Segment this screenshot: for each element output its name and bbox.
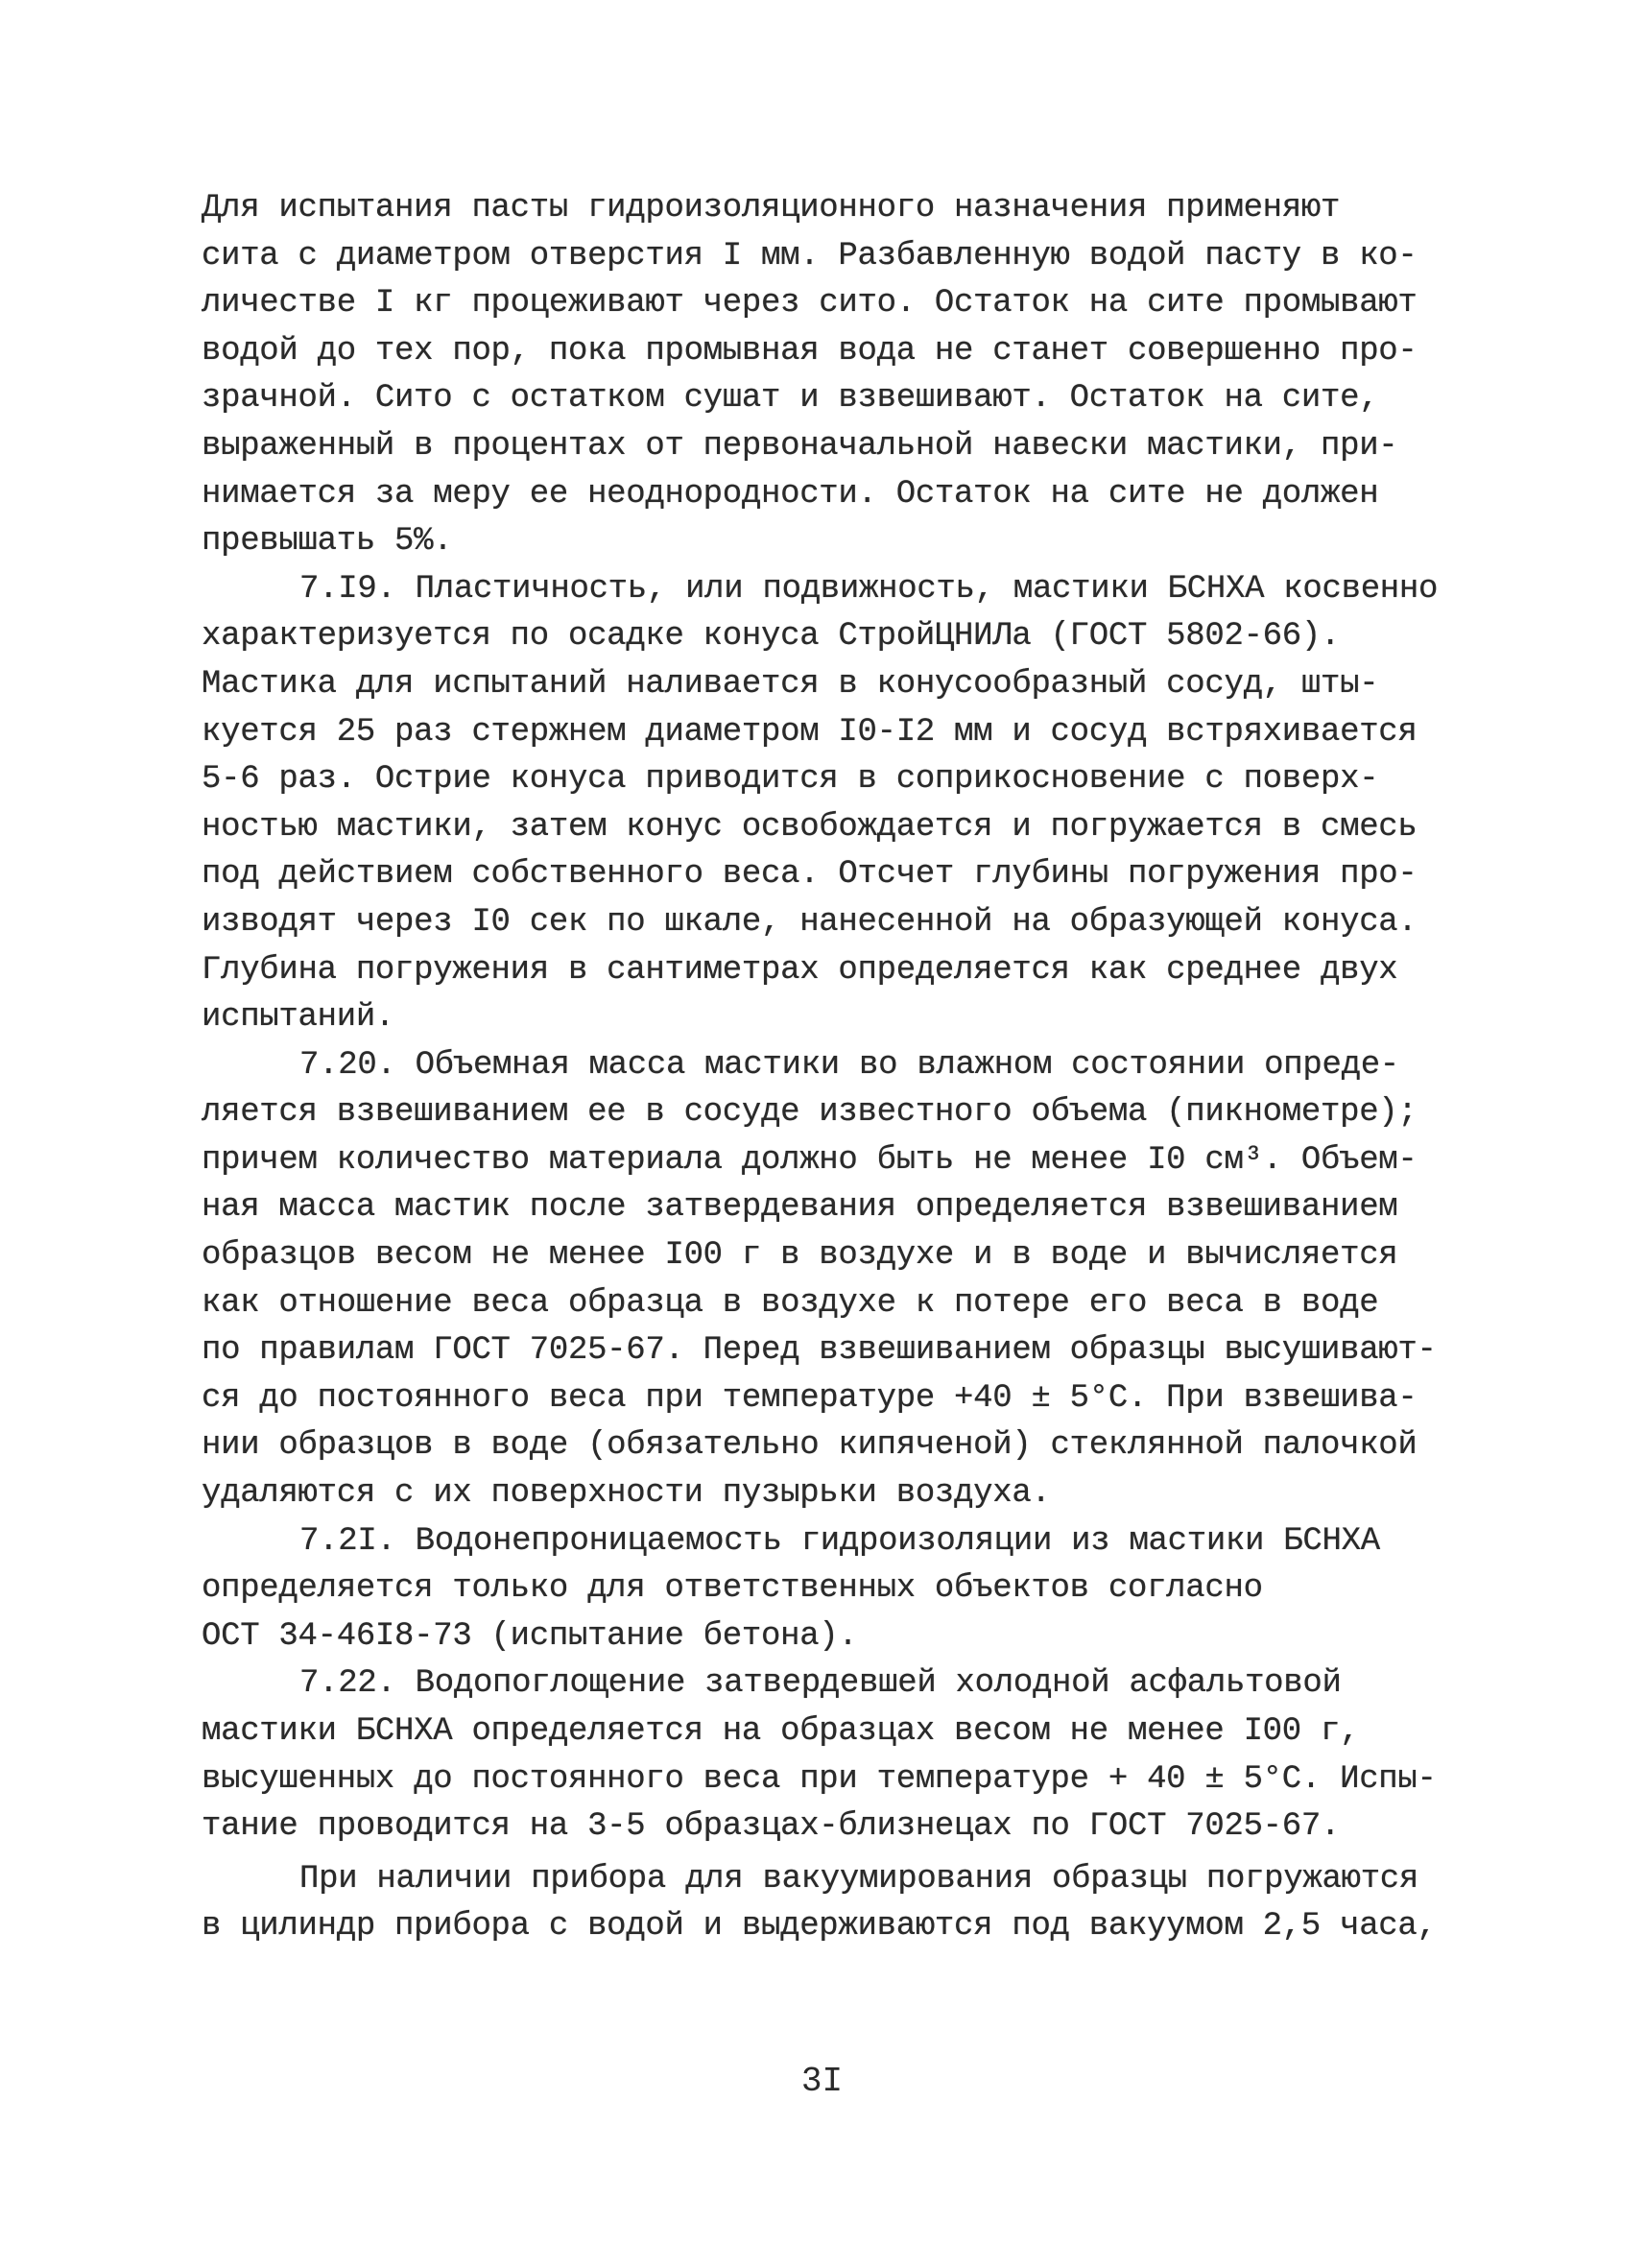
text-line: водой до тех пор, пока промывная вода не станет совершенно про- <box>202 332 1418 370</box>
text-line: в цилиндр прибора с водой и выдерживаются под вакуумом 2,5 часа, <box>202 1908 1437 1946</box>
text-line: Мастика для испытаний наливается в конусообразный сосуд, шты- <box>202 665 1379 703</box>
text-line: нии образцов в воде (обязательно кипяченой) стеклянной палочкой <box>202 1427 1418 1465</box>
text-line: под действием собственного веса. Отсчет глубины погружения про- <box>202 856 1418 894</box>
text-line: характеризуется по осадке конуса СтройЦНИЛа (ГОСТ 5802-66). <box>202 618 1341 656</box>
text-line: изводят через I0 сек по шкале, нанесенной на образующей конуса. <box>202 903 1418 941</box>
text-line: При наличии прибора для вакуумирования образцы погружаются <box>299 1860 1419 1898</box>
text-line: 7.2I. Водонепроницаемость гидроизоляции из мастики БСНХА <box>299 1522 1380 1560</box>
text-line: Для испытания пасты гидроизоляционного назначения применяют <box>202 190 1341 227</box>
text-line: образцов весом не менее I00 г в воздухе и в воде и вычисляется <box>202 1237 1398 1275</box>
text-line: выраженный в процентах от первоначальной навески мастики, при- <box>202 427 1398 465</box>
text-line: высушенных до постоянного веса при температуре + 40 ± 5°С. Испы- <box>202 1760 1437 1798</box>
text-line: по правилам ГОСТ 7025-67. Перед взвешиванием образцы высушивают- <box>202 1332 1437 1370</box>
text-line: мастики БСНХА определяется на образцах весом не менее I00 г, <box>202 1713 1360 1750</box>
text-line: определяется только для ответственных объектов согласно <box>202 1570 1263 1608</box>
text-line: личестве I кг процеживают через сито. Остаток на сите промывают <box>202 285 1418 322</box>
text-line: ностью мастики, затем конус освобождается и погружается в смесь <box>202 808 1418 846</box>
text-line: ОСТ 34-46I8-73 (испытание бетона). <box>202 1617 858 1655</box>
text-line: ная масса мастик после затвердевания определяется взвешиванием <box>202 1189 1398 1227</box>
text-line: превышать 5%. <box>202 523 453 561</box>
text-line: куется 25 раз стержнем диаметром I0-I2 мм и сосуд встряхивается <box>202 713 1418 751</box>
document-body <box>202 185 1449 1951</box>
text-line: 7.I9. Пластичность, или подвижность, мастики БСНХА косвенно <box>299 570 1439 608</box>
text-line: сита с диаметром отверстия I мм. Разбавленную водой пасту в ко- <box>202 237 1418 275</box>
text-line: испытаний. <box>202 999 395 1037</box>
text-line: причем количество материала должно быть не менее I0 см³. Объем- <box>202 1141 1418 1179</box>
text-line: ляется взвешиванием ее в сосуде известного объема (пикнометре); <box>202 1094 1418 1132</box>
text-line: тание проводится на 3-5 образцах-близнецах по ГОСТ 7025-67. <box>202 1808 1341 1846</box>
text-line: 7.20. Объемная масса мастики во влажном состоянии опреде- <box>299 1046 1399 1084</box>
text-line: 7.22. Водопоглощение затвердевшей холодной асфальтовой <box>299 1665 1342 1703</box>
text-line: Глубина погружения в сантиметрах определяется как среднее двух <box>202 951 1398 989</box>
text-line: нимается за меру ее неоднородности. Остаток на сите не должен <box>202 475 1379 513</box>
page-number: 3I <box>800 2062 844 2101</box>
text-line: зрачной. Сито с остатком сушат и взвешивают. Остаток на сите, <box>202 380 1379 418</box>
text-line: как отношение веса образца в воздухе к потере его веса в воде <box>202 1284 1379 1322</box>
text-line: 5-6 раз. Острие конуса приводится в соприкосновение с поверх- <box>202 761 1379 799</box>
text-line: ся до постоянного веса при температуре +40 ± 5°С. При взвешива- <box>202 1379 1418 1417</box>
text-line: удаляются с их поверхности пузырьки воздуха. <box>202 1475 1051 1513</box>
